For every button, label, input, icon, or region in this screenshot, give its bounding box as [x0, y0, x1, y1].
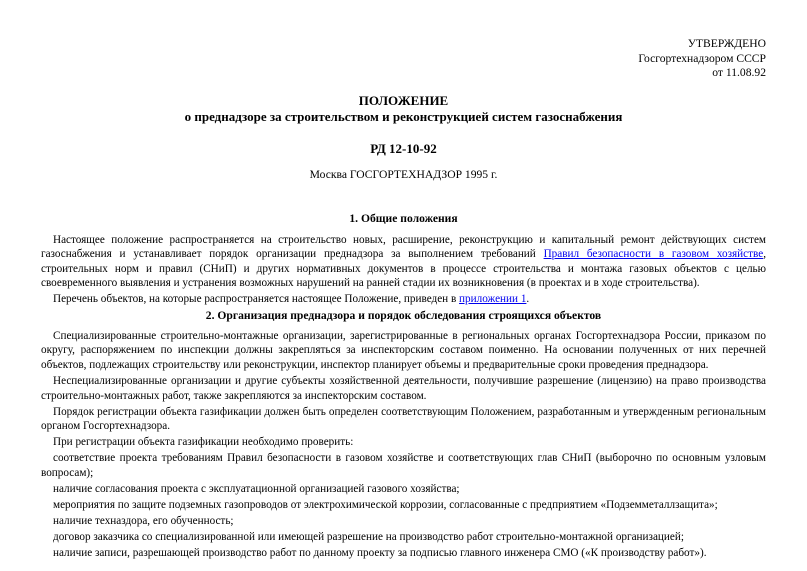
paragraph-text: Перечень объектов, на которые распространяется настоящее Положение, приведен в	[53, 293, 460, 306]
section-1-paragraph-2	[41, 292, 766, 307]
paragraph-text: Настоящее положение распространяется на строительство новых, расширение, реконструкцию и капитальный ремонт действующих систем газоснабжения и устанавливает порядок организации преднадзора за выполнением требований	[41, 233, 766, 261]
approval-line-approved: УТВЕРЖДЕНО	[687, 37, 766, 50]
section-2-paragraph: Специализированные строительно-монтажные организации, зарегистрированные в региональных органах Госгортехнадзора России, приказом по округу, распоряжением по инспекции должны закрепляться за инспекторским составом поименно. На основании полученных от них перечней объектов, подлежащих строительству или реконструкции, инспектор планирует объемы и предварительные сроки проведения преднадзора.	[41, 329, 766, 371]
rules-link[interactable]: Правил безопасности в газовом хозяйстве	[543, 248, 764, 261]
section-1-heading: 1. Общие положения	[349, 212, 458, 225]
section-2-list-item: соответствие проекта требованиям Правил безопасности в газовом хозяйстве и соответствующих глав СНиП (выборочно по основным узловым вопросам);	[41, 452, 766, 479]
approval-line-authority: Госгортехнадзором СССР	[638, 51, 766, 65]
publication-place: Москва ГОСГОРТЕХНАДЗОР 1995 г.	[309, 168, 498, 181]
section-1-paragraph-1	[41, 233, 766, 291]
section-2-list-item: наличие записи, разрешающей производство работ по данному проекту за подписью главного инженера СМО («К производству работ»).	[53, 547, 707, 560]
approval-stamp	[638, 37, 766, 81]
section-2-list-item: наличие согласования проекта с эксплуатационной организацией газового хозяйства;	[53, 483, 460, 496]
document-code: РД 12-10-92	[370, 141, 437, 156]
section-2-list-item: мероприятия по защите подземных газопроводов от электрохимической коррозии, согласованные с предприятием «Подземметаллзащита»;	[53, 499, 718, 512]
section-2-list-item: договор заказчика со специализированной или имеющей разрешение на производство работ строительно-монтажной организацией;	[53, 531, 684, 544]
section-2-list-item: наличие техназдора, его обученность;	[53, 515, 234, 528]
section-2-heading: 2. Организация преднадзора и порядок обследования строящихся объектов	[205, 309, 602, 323]
document-subtitle: о преднадзоре за строительством и реконструкцией систем газоснабжения	[184, 109, 623, 124]
section-2-paragraph: При регистрации объекта газификации необходимо проверить:	[53, 436, 354, 449]
document-title: ПОЛОЖЕНИЕ	[358, 93, 449, 108]
section-2-paragraph: Неспециализированные организации и другие субъекты хозяйственной деятельности, получившие разрешение (лицензию) на право производства строительно-монтажных работ, также закрепляются за инспекторским составом.	[41, 374, 766, 402]
approval-line-date: от 11.08.92	[712, 66, 766, 79]
appendix-1-link[interactable]: приложении 1	[459, 293, 527, 306]
document-body	[41, 212, 766, 563]
paragraph-text: .	[526, 293, 530, 306]
paragraph-text: , строительных норм и правил (СНиП) и других нормативных документов в процессе строительства и монтажа газовых объектов с целью своевременного выявления и устранения возможных нарушений на ранней стадии их возникновения (в проектах и в ходе строительства).	[41, 248, 766, 290]
section-2-paragraph: Порядок регистрации объекта газификации должен быть определен соответствующим Положением, разработанным и утвержденным региональным органом Госгортехнадзора.	[41, 405, 766, 433]
